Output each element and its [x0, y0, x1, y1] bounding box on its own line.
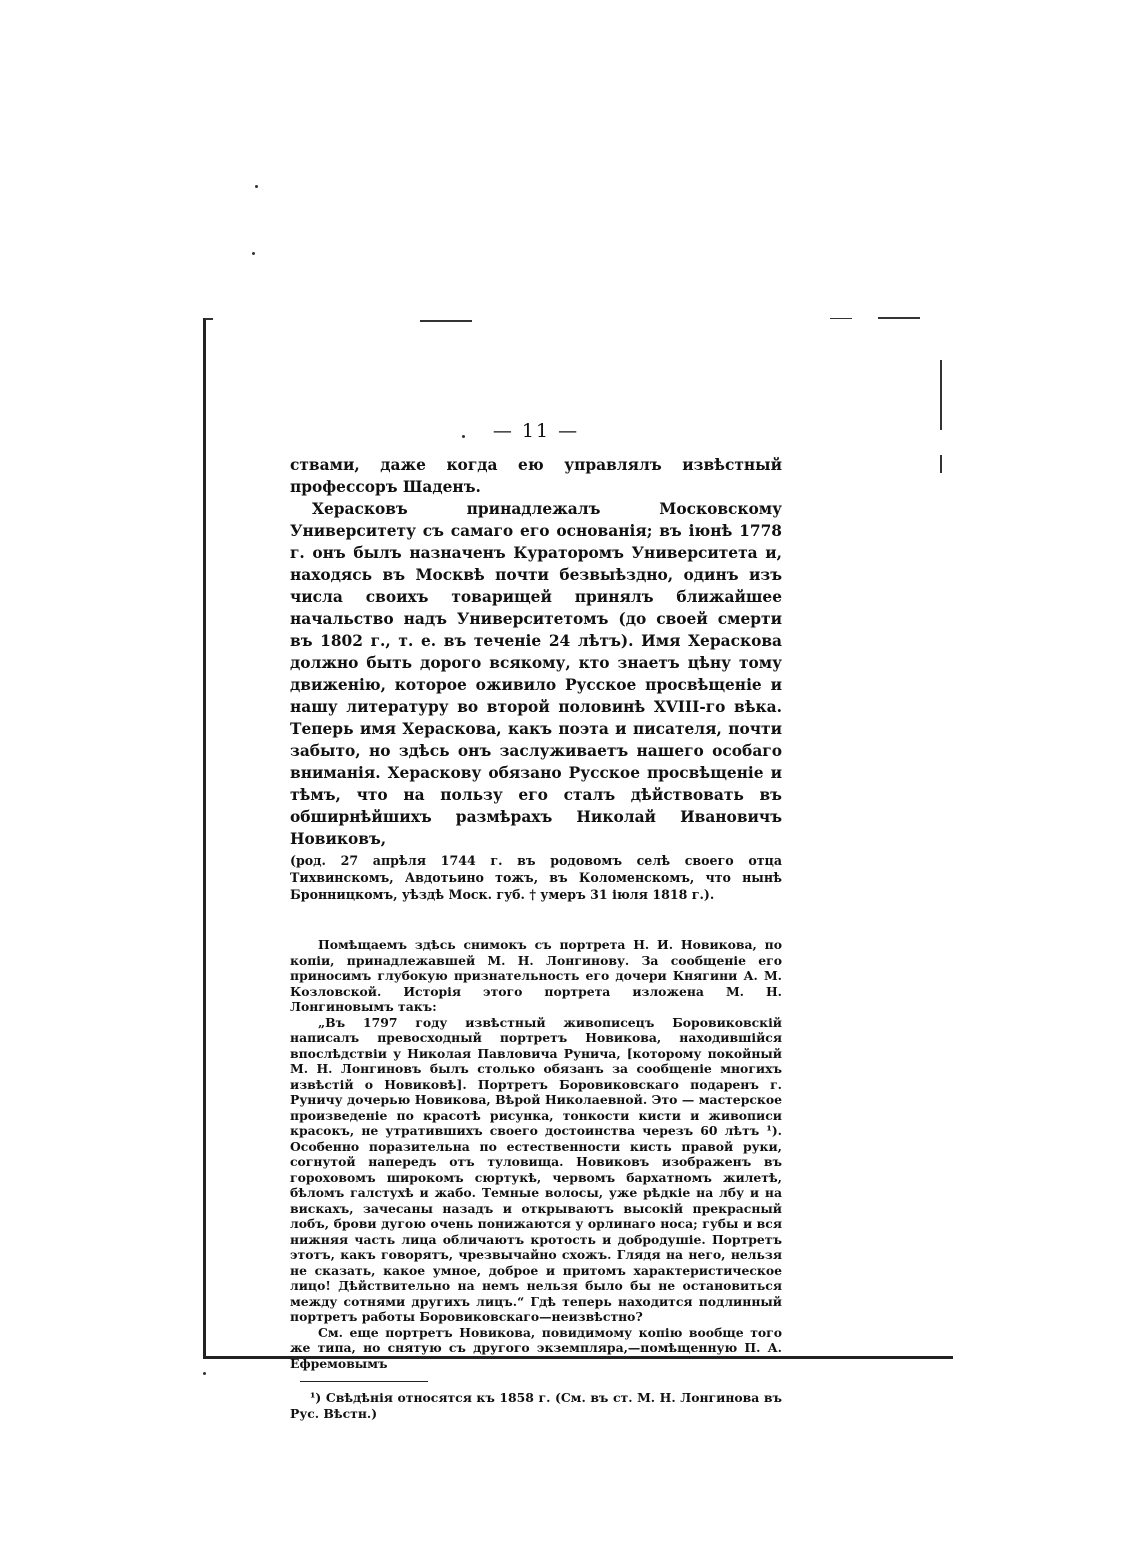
- top-edge-mark: [420, 320, 472, 322]
- left-page-edge: [203, 318, 206, 1358]
- main-text: [290, 454, 782, 850]
- page-number: — 11 —: [492, 420, 580, 442]
- footnote-divider: [300, 1381, 428, 1382]
- paragraph-continued: ствами, даже когда ею управлялъ извѣстный профессоръ Шаденъ.: [290, 456, 782, 496]
- paragraph-kheraskov: Херасковъ принадлежалъ Московскому Университету съ самаго его основанія; въ іюнѣ 1778 г. онъ былъ назначенъ Кураторомъ Университета и, находясь въ Москвѣ почти безвыѣздно, одинъ изъ числа своихъ товарищей принялъ ближайшее начальство надъ Университетомъ (до своей смерти въ 1802 г., т. е. въ теченіе 24 лѣтъ). Имя Хераскова должно быть дорого всякому, кто знаетъ цѣну тому движенію, которое оживило Русское просвѣщеніе и нашу литературу во второй половинѣ XVIII-го вѣка. Теперь имя Хераскова, какъ поэта и писателя, почти забыто, но здѣсь онъ заслуживаетъ нашего особаго вниманія. Хераскову обязано Русское просвѣщеніе и тѣмъ, что на пользу его сталъ дѣйствовать въ обширнѣйшихъ размѣрахъ Николай Ивановичъ Новиковъ,: [290, 500, 782, 848]
- scan-speck: [255, 185, 258, 188]
- portrait-note-see-also: См. еще портретъ Новикова, повидимому копію вообще того же типа, но снятую съ другого экземпляра,—помѣщенную П. А. Ефремовымъ: [290, 1324, 782, 1371]
- portrait-note: [290, 937, 782, 1371]
- portrait-note-quote: „Въ 1797 году извѣстный живописецъ Боровиковскій написалъ превосходный портретъ Новикова, находившійся впослѣдствіи у Николая Павловича Рунича, [которому покойный М. Н. Лонгиновъ былъ столько обязанъ за сообщеніе многихъ извѣстій о Новиковѣ]. Портретъ Боровиковскаго подаренъ г. Руничу дочерью Новикова, Вѣрой Николаевной. Это — мастерское произведеніе по красотѣ рисунка, тонкости кисти и живописи красокъ, не утратившихъ своего достоинства черезъ 60 лѣтъ ¹). Особенно поразительна по естественности кисть правой руки, согнутой напередъ отъ туловища. Новиковъ изображенъ въ гороховомъ широкомъ сюртукѣ, червомъ бархатномъ жилетѣ, бѣломъ галстухѣ и жабо. Темные волосы, уже рѣдкіе на лбу и на вискахъ, зачесаны назадъ и открываютъ высокій прекрасный лобъ, брови дугою очень понижаются у орлинаго носа; губы и вся нижняя часть лица обличаютъ кротость и добродушіе. Портретъ этотъ, какъ говорятъ, чрезвычайно схожъ. Глядя на него, нельзя не сказать, какое умное, доброе и притомъ характеристическое лицо! Дѣйствительно на немъ нельзя было бы не остановиться между сотнями другихъ лицъ.“ Гдѣ теперь находится подлинный портретъ работы Боровиковскаго—неизвѣстно?: [290, 1014, 782, 1324]
- footnote: ¹) Свѣдѣнія относятся къ 1858 г. (См. въ ст. М. Н. Лонгинова въ Рус. Вѣстн.): [290, 1390, 782, 1421]
- top-edge-mark: [878, 317, 920, 319]
- top-edge-mark: [205, 318, 213, 320]
- scan-speck: [252, 252, 255, 255]
- right-edge-mark: [940, 360, 942, 430]
- right-edge-mark: [940, 455, 942, 473]
- book-page: [290, 420, 782, 1422]
- birth-note: (род. 27 апрѣля 1744 г. въ родовомъ селѣ своего отца Тихвинскомъ, Авдотьино тожъ, въ Коломенскомъ, что нынѣ Бронницкомъ, уѣздѣ Моск. губ. † умеръ 31 іюля 1818 г.).: [290, 853, 782, 902]
- portrait-note-intro: Помѣщаемъ здѣсь снимокъ съ портрета Н. И. Новикова, по копіи, принадлежавшей М. Н. Лонгинову. За сообщеніе его приносимъ глубокую признательность его дочери Княгини А. М. Козловской. Исторія этого портрета изложена М. Н. Лонгиновымъ такъ:: [290, 937, 782, 1014]
- scan-speck: [203, 1372, 206, 1375]
- top-edge-mark: [830, 318, 852, 319]
